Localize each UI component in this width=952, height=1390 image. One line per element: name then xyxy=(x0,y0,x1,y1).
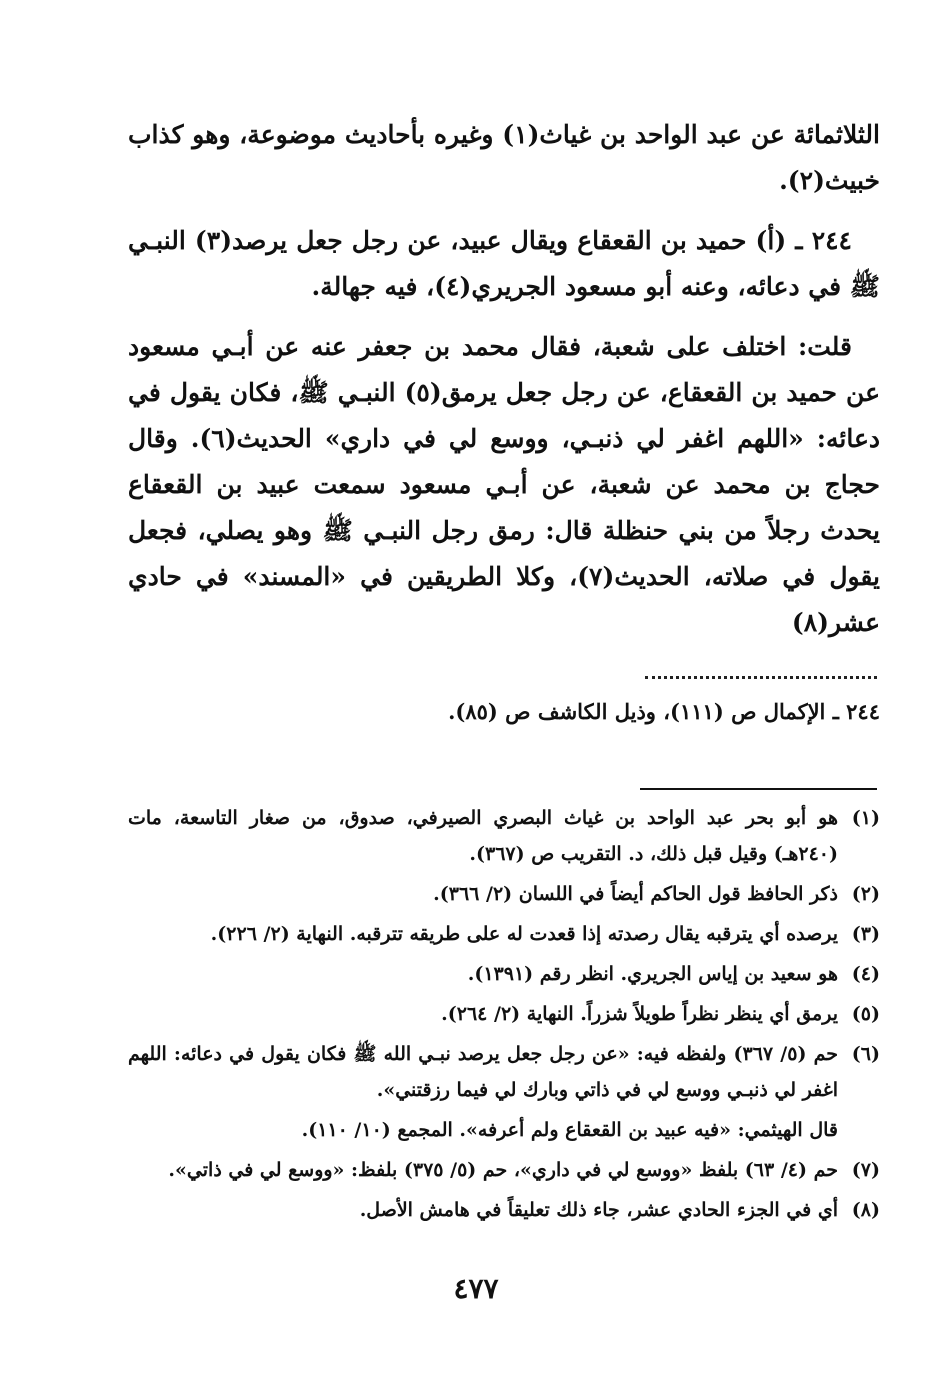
footnote-number: (٧) xyxy=(851,1159,880,1181)
footnote-text: أي في الجزء الحادي عشر، جاء ذلك تعليقاً في هامش الأصل. xyxy=(359,1199,838,1221)
footnote-number: (٥) xyxy=(851,1003,880,1025)
footnote-text: يرمق أي ينظر نظراً طويلاً شزراً. النهاية (٢/ ٢٦٤). xyxy=(441,1003,838,1025)
footnote-3 xyxy=(128,916,880,952)
footnote-text: هو سعيد بن إياس الجريري. انظر رقم (١٣٩١). xyxy=(467,963,838,985)
footnote-number: (٣) xyxy=(851,923,880,945)
footnote-6-continuation: قال الهيثمي: «فيه عبيد بن القعقاع ولم أعرفه». المجمع (١٠/ ١١٠). xyxy=(301,1119,838,1141)
entry-244-paragraph xyxy=(128,218,880,310)
footnote-number: (٤) xyxy=(851,963,880,985)
footnote-text: حم (٥/ ٣٦٧) ولفظه فيه: «عن رجل جعل يرصد نبـي الله ﷺ فكان يقول في دعائه: اللهم اغفر لي ذنبـي ووسع لي في ذاتي وبارك لي فيما رزقتني». xyxy=(128,1043,839,1101)
entry-244-text: (أ) حميد بن القعقاع ويقال عبيد، عن رجل جعل يرصد(٣) النبـي ﷺ في دعائه، وعنه أبو مسعود الجريري(٤)، فيه جهالة. xyxy=(128,226,880,301)
footnote-5 xyxy=(128,996,880,1032)
footnote-7 xyxy=(128,1152,880,1188)
main-paragraph-3: قلت: اختلف على شعبة، فقال محمد بن جعفر عنه عن أبـي مسعود عن حميد بن القعقاع، عن رجل جعل يرمق(٥) النبـي ﷺ، فكان يقول في دعائه: «اللهم اغفر لي ذنبـي، ووسع لي في داري» الحديث(٦). وقال حجاج بن محمد عن شعبة، عن أبـي مسعود سمعت عبيد بن القعقاع يحدث رجلاً من بني حنظلة قال: رمق رجل النبـي ﷺ وهو يصلي، فجعل يقول في صلاته، الحديث(٧)، وكلا الطريقين في «المسند» في حادي عشر(٨) xyxy=(128,332,880,637)
footnote-8 xyxy=(128,1192,880,1228)
entry-number: ٢٤٤ ـ xyxy=(795,226,852,255)
footnote-1 xyxy=(128,800,880,872)
main-paragraph-1: الثلاثمائة عن عبد الواحد بن غياث(١) وغيره بأحاديث موضوعة، وهو كذاب خبيث(٢). xyxy=(128,120,880,195)
footnote-text: يرصده أي يترقبه يقال رصدته إذا قعدت له على طريقه تترقبه. النهاية (٢/ ٢٢٦). xyxy=(210,923,838,945)
sources-line: ٢٤٤ ـ الإكمال ص (١١١)، وذيل الكاشف ص (٨٥). xyxy=(448,699,880,724)
main-text xyxy=(128,112,880,660)
footnote-6 xyxy=(128,1036,880,1108)
footnote-text: حم (٤/ ٦٣) بلفظ «ووسع لي في داري»، حم (٥/ ٣٧٥) بلفظ: «ووسع لي في ذاتي». xyxy=(168,1159,838,1181)
footnotes xyxy=(128,800,880,1232)
footnote-number: (٦) xyxy=(851,1043,880,1065)
footnote-text: ذكر الحافظ قول الحاكم أيضاً في اللسان (٢/ ٣٦٦). xyxy=(433,883,838,905)
dotted-separator xyxy=(645,676,877,683)
footnote-text: هو أبو بحر عبد الواحد بن غياث البصري الصيرفي، صدوق، من صغار التاسعة، مات (٢٤٠هـ) وقيل قبل ذلك، د. التقريب ص (٣٦٧). xyxy=(128,807,838,865)
page-number: ٤٧٧ xyxy=(453,1272,499,1305)
footnote-number: (٨) xyxy=(851,1199,880,1221)
footnote-rule xyxy=(640,788,877,790)
footnote-number: (١) xyxy=(851,807,880,829)
footnote-number: (٢) xyxy=(851,883,880,905)
footnote-2 xyxy=(128,876,880,912)
footnote-4 xyxy=(128,956,880,992)
